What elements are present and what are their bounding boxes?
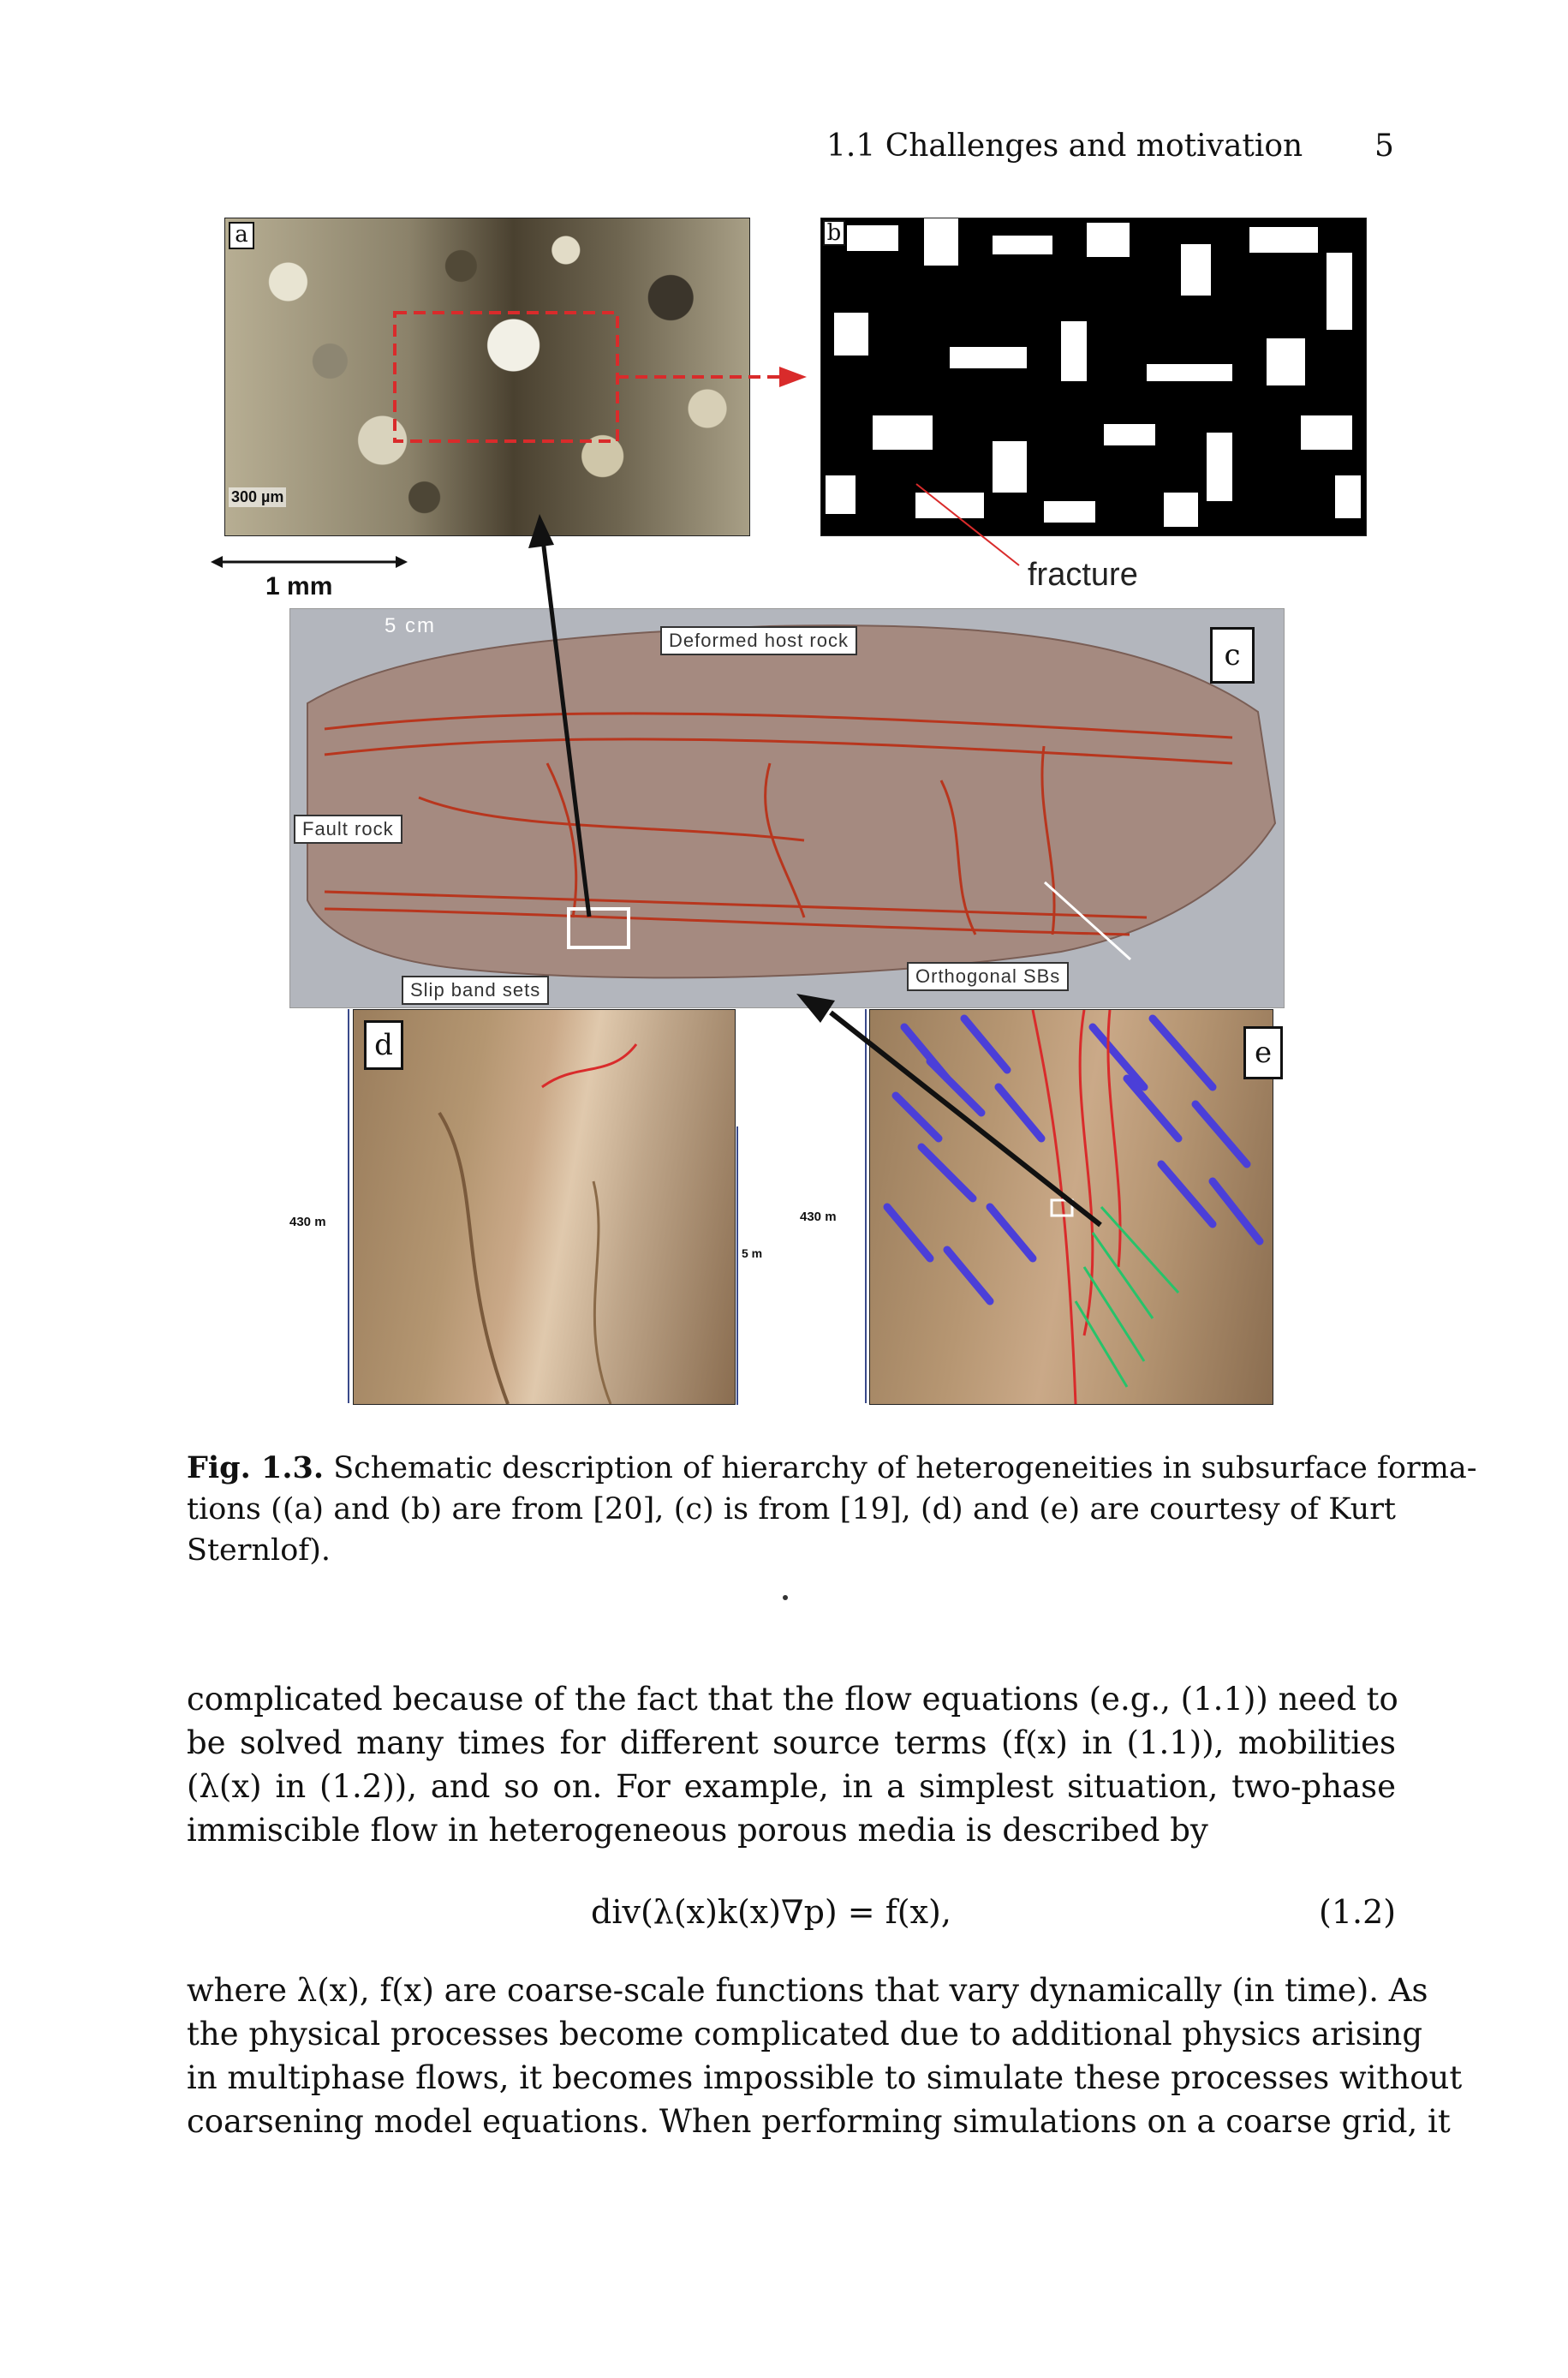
panel-a-scale-label: 300 µm [229, 487, 286, 507]
orthogonal-pointer [1036, 874, 1139, 968]
panel-b-tag: b [823, 220, 845, 246]
panel-d-fractures [354, 1010, 735, 1404]
label-orthogonal-sbs: Orthogonal SBs [907, 962, 1069, 991]
caption-label: Fig. 1.3. [187, 1450, 325, 1485]
body-paragraph-2 [187, 1969, 1463, 2143]
body-line: coarsening model equations. When performing simulations on a coarse grid, it [187, 2103, 1451, 2140]
label-fault-rock: Fault rock [294, 815, 402, 844]
panel-d-tag: d [364, 1020, 403, 1070]
label-slip-band-sets: Slip band sets [402, 976, 549, 1005]
body-line: in multiphase flows, it becomes impossible to simulate these processes without [187, 2059, 1463, 2096]
body-line: be solved many times for different source terms (f(x) in (1.1)), mobilities [187, 1724, 1396, 1761]
panel-e-height-label: 430 m [800, 1210, 837, 1224]
panel-b-pores [821, 218, 1366, 535]
panel-a-tag: a [229, 222, 254, 249]
equation-number: (1.2) [1319, 1893, 1397, 1931]
equation-1-2: div(λ(x)k(x)∇p) = f(x), [591, 1893, 951, 1931]
stray-dot [783, 1595, 788, 1600]
body-line: where λ(x), f(x) are coarse-scale functions that vary dynamically (in time). As [187, 1972, 1428, 2009]
arrow-e-to-c [796, 994, 1122, 1242]
fracture-label: fracture [1028, 557, 1138, 593]
caption-line-3: Sternlof). [187, 1533, 331, 1568]
body-line: immiscible flow in heterogeneous porous media is described by [187, 1812, 1208, 1849]
page-number: 5 [1374, 128, 1394, 164]
body-line: (λ(x) in (1.2)), and so on. For example, in a simplest situation, two-phase [187, 1768, 1396, 1805]
body-line: the physical processes become complicated due to additional physics arising [187, 2016, 1423, 2052]
running-header-title: 1.1 Challenges and motivation [826, 128, 1303, 164]
panel-a-width-label: 1 mm [265, 572, 333, 600]
panel-a-width-arrow [211, 552, 408, 572]
panel-b-binary-image [820, 218, 1367, 536]
caption-line-1: Schematic description of hierarchy of heterogeneities in subsurface forma- [324, 1451, 1477, 1485]
figure-caption [187, 1448, 1477, 1571]
label-deformed-host-rock: Deformed host rock [660, 626, 857, 655]
panel-d-scale-label: 5 m [742, 1246, 763, 1260]
arrow-a-to-b [617, 343, 814, 394]
panel-d-height-bar [348, 1009, 349, 1403]
panel-d-outcrop-photo [353, 1009, 736, 1405]
caption-line-2: tions ((a) and (b) are from [20], (c) is from [19], (d) and (e) are courtesy of Kurt [187, 1492, 1396, 1527]
panel-c-tag: c [1210, 627, 1255, 684]
body-paragraph-1 [187, 1677, 1396, 1852]
fracture-pointer [908, 480, 1036, 583]
panel-e-tag: e [1243, 1026, 1283, 1079]
panel-d-scale-bar [736, 1126, 738, 1405]
panel-d-height-label: 430 m [289, 1215, 326, 1229]
body-line: complicated because of the fact that the flow equations (e.g., (1.1)) need to [187, 1681, 1398, 1718]
panel-c-scale: 5 cm [385, 614, 437, 637]
arrow-c-to-a [514, 514, 617, 925]
